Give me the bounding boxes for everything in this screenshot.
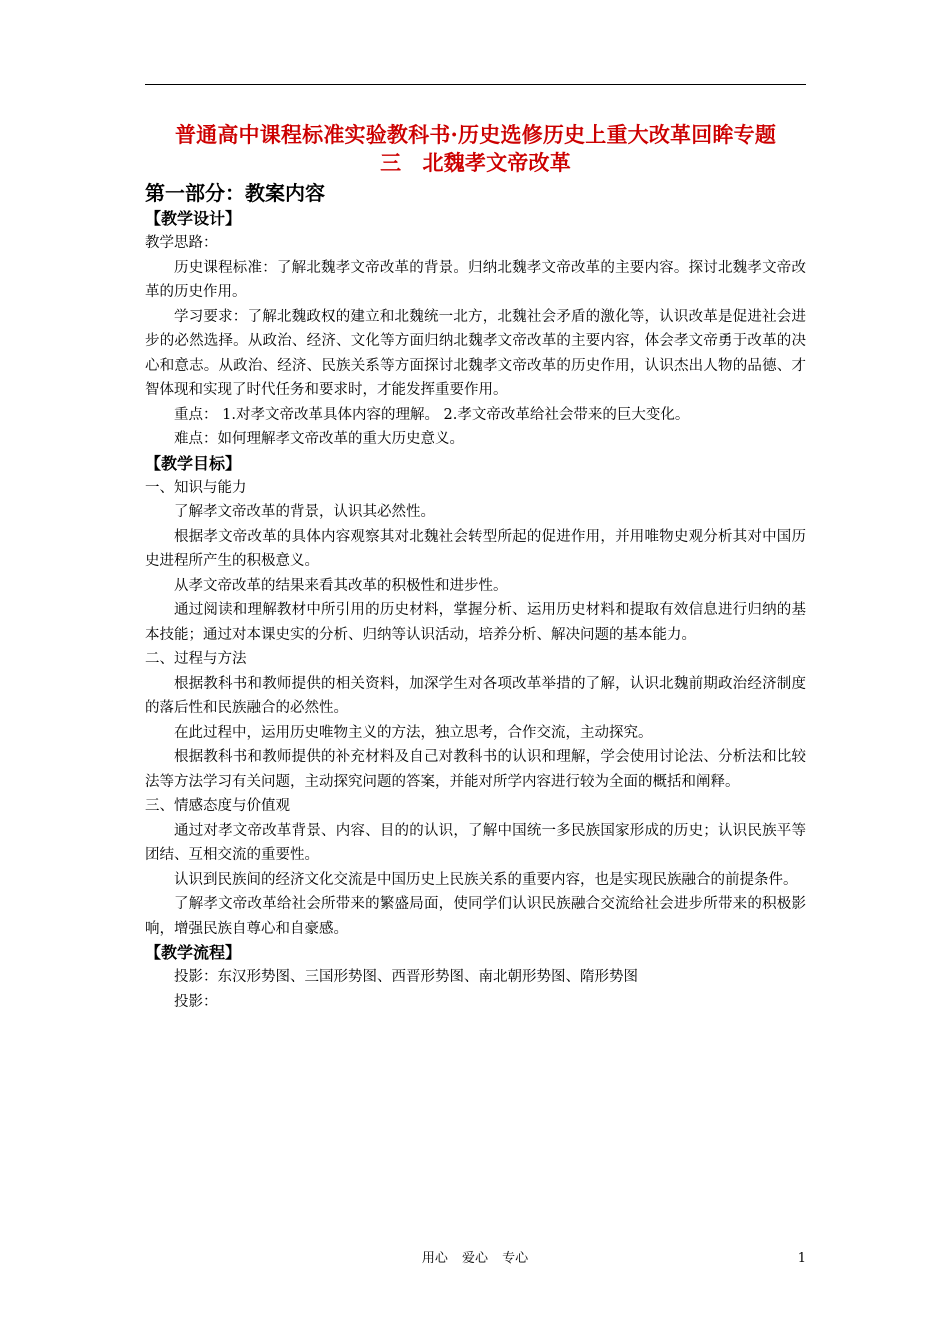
document-body: [145, 121, 806, 1014]
goals-paragraph: 根据孝文帝改革的具体内容观察其对北魏社会转型所起的促进作用，并用唯物史观分析其对中国历史进程所产生的积极意义。: [145, 528, 806, 569]
goals-sub3-label: 三、情感态度与价值观: [145, 798, 290, 814]
design-paragraph: 历史课程标准：了解北魏孝文帝改革的背景。归纳北魏孝文帝改革的主要内容。探讨北魏孝文帝改革的历史作用。: [145, 259, 806, 300]
footer-motto: 用心 爱心 专心: [421, 1251, 529, 1266]
flow-paragraph: 投影：东汉形势图、三国形势图、西晋形势图、南北朝形势图、隋形势图: [174, 969, 638, 985]
section-heading-design: 【教学设计】: [145, 209, 242, 228]
title-line-1: 普通高中课程标准实验教科书·历史选修历史上重大改革回眸专题: [174, 122, 777, 147]
design-paragraph: 学习要求：了解北魏政权的建立和北魏统一北方，北魏社会矛盾的激化等，认识改革是促进社会进步的必然选择。从政治、经济、文化等方面归纳北魏孝文帝改革的主要内容，体会孝文帝勇于改革的决心和意志。从政治、经济、民族关系等方面探讨北魏孝文帝改革的历史作用，认识杰出人物的品德、才智体现和实现了时代任务和要求时，才能发挥重要作用。: [145, 308, 806, 398]
design-label: 教学思路：: [145, 235, 218, 251]
goals-paragraph: 根据教科书和教师提供的相关资料，加深学生对各项改革举措的了解，认识北魏前期政治经济制度的落后性和民族融合的必然性。: [145, 675, 806, 716]
part-heading: 第一部分：教案内容: [145, 181, 325, 205]
section-heading-flow: 【教学流程】: [145, 943, 242, 962]
goals-paragraph: 认识到民族间的经济文化交流是中国历史上民族关系的重要内容，也是实现民族融合的前提条件。: [174, 871, 798, 888]
goals-sub1-label: 一、知识与能力: [145, 479, 247, 496]
title-line-2: 三 北魏孝文帝改革: [380, 150, 571, 175]
goals-paragraph: 了解孝文帝改革给社会所带来的繁盛局面，使同学们认识民族融合交流给社会进步所带来的积极影响，增强民族自尊心和自豪感。: [145, 896, 806, 937]
goals-sub2-label: 二、过程与方法: [145, 651, 247, 667]
goals-paragraph: 通过阅读和理解教材中所引用的历史材料，掌握分析、运用历史材料和提取有效信息进行归纳的基本技能；通过对本课史实的分析、归纳等认识活动，培养分析、解决问题的基本能力。: [145, 602, 806, 643]
design-paragraph: 重点： 1.对孝文帝改革具体内容的理解。 2.孝文帝改革给社会带来的巨大变化。: [174, 406, 690, 423]
flow-paragraph: 投影：: [174, 993, 218, 1010]
goals-paragraph: 在此过程中，运用历史唯物主义的方法，独立思考，合作交流，主动探究。: [174, 724, 653, 741]
page-number: 1: [797, 1251, 806, 1266]
goals-paragraph: 通过对孝文帝改革背景、内容、目的的认识，了解中国统一多民族国家形成的历史；认识民族平等团结、互相交流的重要性。: [145, 822, 806, 863]
section-heading-goals: 【教学目标】: [145, 453, 242, 473]
goals-paragraph: 从孝文帝改革的结果来看其改革的积极性和进步性。: [174, 577, 508, 594]
document-title: [145, 121, 806, 177]
design-paragraph: 难点：如何理解孝文帝改革的重大历史意义。: [174, 431, 464, 447]
goals-paragraph: 根据教科书和教师提供的补充材料及自己对教科书的认识和理解，学会使用讨论法、分析法和比较法等方法学习有关问题，主动探究问题的答案，并能对所学内容进行较为全面的概括和阐释。: [145, 749, 806, 790]
header-rule: [145, 84, 806, 85]
goals-paragraph: 了解孝文帝改革的背景，认识其必然性。: [174, 504, 435, 520]
